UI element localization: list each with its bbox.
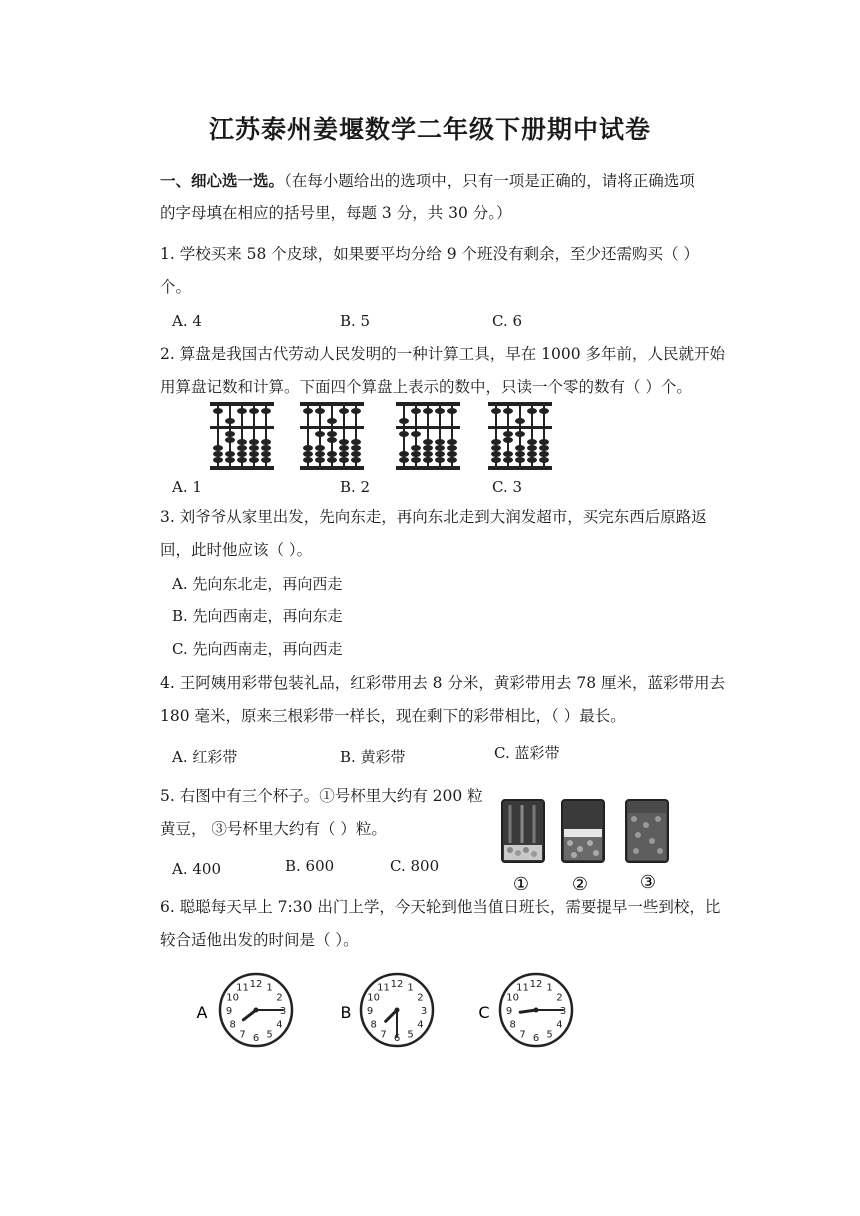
section-instruction-line-1: （在每小题给出的选项中，只有一项是正确的，请将正确选项 xyxy=(284,172,695,190)
section-instruction-line-2: 的字母填在相应的括号里，每题 3 分，共 30 分。） xyxy=(160,204,512,222)
page-title: 江苏泰州姜堰数学二年级下册期中试卷 xyxy=(208,115,651,144)
svg-text:11: 11 xyxy=(377,982,390,994)
svg-text:12: 12 xyxy=(249,979,263,990)
section-instruction xyxy=(160,170,695,192)
svg-text:12: 12 xyxy=(529,979,543,990)
svg-text:2: 2 xyxy=(417,992,424,1004)
q1-text-line-1: 1. 学校买来 58 个皮球，如果要平均分给 9 个班没有剩余，至少还需购买（ ） xyxy=(160,245,699,263)
svg-text:1: 1 xyxy=(266,982,273,994)
svg-text:11: 11 xyxy=(236,982,249,994)
abacus-3 xyxy=(396,402,460,470)
q2-option-b: B. 2 xyxy=(340,478,371,496)
svg-text:10: 10 xyxy=(367,992,380,1004)
clocks-figure xyxy=(190,962,610,1058)
svg-text:6: 6 xyxy=(252,1033,260,1044)
svg-text:5: 5 xyxy=(407,1029,414,1041)
svg-text:8: 8 xyxy=(509,1019,516,1031)
svg-text:9: 9 xyxy=(505,1006,513,1017)
clock-label-b: B xyxy=(340,1003,352,1022)
clock-label-c: C xyxy=(478,1003,490,1022)
svg-text:8: 8 xyxy=(229,1019,236,1031)
cup-1 xyxy=(502,800,544,862)
q5-option-b: B. 600 xyxy=(285,857,335,875)
svg-text:1: 1 xyxy=(407,982,414,994)
cup-3 xyxy=(626,800,668,862)
svg-text:7: 7 xyxy=(239,1029,246,1041)
svg-text:7: 7 xyxy=(519,1029,526,1041)
q4-option-a: A. 红彩带 xyxy=(172,748,238,766)
svg-text:10: 10 xyxy=(506,992,519,1004)
q2-option-a: A. 1 xyxy=(172,478,202,496)
q1-option-a: A. 4 xyxy=(172,312,202,330)
svg-text:4: 4 xyxy=(417,1019,424,1031)
svg-text:3: 3 xyxy=(279,1006,287,1017)
q1-option-b: B. 5 xyxy=(340,312,371,330)
cup-label-1: ① xyxy=(512,874,530,895)
q1-option-c: C. 6 xyxy=(492,312,523,330)
svg-text:9: 9 xyxy=(366,1006,374,1017)
svg-text:7: 7 xyxy=(380,1029,387,1041)
cup-label-2: ② xyxy=(571,874,589,895)
q5-text-line-1: 5. 右图中有三个杯子。①号杯里大约有 200 粒 xyxy=(160,787,483,805)
q4-option-b: B. 黄彩带 xyxy=(340,748,406,766)
abacus-1 xyxy=(210,402,274,470)
clock-c xyxy=(500,974,572,1046)
q3-text-line-1: 3. 刘爷爷从家里出发，先向东走，再向东北走到大润发超市，买完东西后原路返 xyxy=(160,508,707,526)
abacus-figures xyxy=(200,400,570,472)
svg-text:11: 11 xyxy=(516,982,529,994)
q1-text-line-2: 个。 xyxy=(160,278,192,296)
section-heading: 一、细心选一选。 xyxy=(160,171,285,190)
svg-text:12: 12 xyxy=(390,979,404,990)
svg-text:2: 2 xyxy=(276,992,283,1004)
q5-option-a: A. 400 xyxy=(172,860,221,878)
svg-text:5: 5 xyxy=(546,1029,553,1041)
q6-text-line-2: 较合适他出发的时间是（ ）。 xyxy=(160,931,359,949)
cups-figure xyxy=(495,795,685,895)
clock-a xyxy=(220,974,292,1046)
q3-option-c: C. 先向西南走，再向西走 xyxy=(172,640,343,658)
q3-option-b: B. 先向西南走，再向东走 xyxy=(172,607,343,625)
q3-option-a: A. 先向东北走，再向西走 xyxy=(172,575,343,593)
q4-option-c: C. 蓝彩带 xyxy=(494,744,560,762)
svg-text:10: 10 xyxy=(226,992,239,1004)
svg-text:1: 1 xyxy=(546,982,553,994)
svg-text:3: 3 xyxy=(559,1006,567,1017)
q5-option-c: C. 800 xyxy=(390,857,440,875)
svg-text:9: 9 xyxy=(225,1006,233,1017)
q4-text-line-1: 4. 王阿姨用彩带包装礼品，红彩带用去 8 分米，黄彩带用去 78 厘米，蓝彩带用去 xyxy=(160,674,726,692)
q3-text-line-2: 回，此时他应该（ ）。 xyxy=(160,541,313,559)
q4-text-line-2: 180 毫米，原来三根彩带一样长，现在剩下的彩带相比，（ ）最长。 xyxy=(160,707,626,725)
svg-text:6: 6 xyxy=(393,1033,401,1044)
svg-text:8: 8 xyxy=(370,1019,377,1031)
cup-label-3: ③ xyxy=(639,872,657,893)
svg-text:4: 4 xyxy=(556,1019,563,1031)
svg-text:3: 3 xyxy=(420,1006,428,1017)
q6-text-line-1: 6. 聪聪每天早上 7:30 出门上学，今天轮到他当值日班长，需要提早一些到校，比 xyxy=(160,898,721,916)
svg-text:4: 4 xyxy=(276,1019,283,1031)
cup-2 xyxy=(562,800,604,862)
abacus-2 xyxy=(300,402,364,470)
abacus-4 xyxy=(488,402,552,470)
clock-label-a: A xyxy=(196,1003,208,1022)
clock-b xyxy=(361,974,433,1046)
q5-text-line-2: 黄豆， ③号杯里大约有（ ）粒。 xyxy=(160,820,387,838)
q2-text-line-1: 2. 算盘是我国古代劳动人民发明的一种计算工具，早在 1000 多年前，人民就开始 xyxy=(160,345,726,363)
svg-text:2: 2 xyxy=(556,992,563,1004)
svg-text:6: 6 xyxy=(532,1033,540,1044)
q2-text-line-2: 用算盘记数和计算。下面四个算盘上表示的数中，只读一个零的数有（ ）个。 xyxy=(160,378,692,396)
q2-option-c: C. 3 xyxy=(492,478,523,496)
svg-text:5: 5 xyxy=(266,1029,273,1041)
